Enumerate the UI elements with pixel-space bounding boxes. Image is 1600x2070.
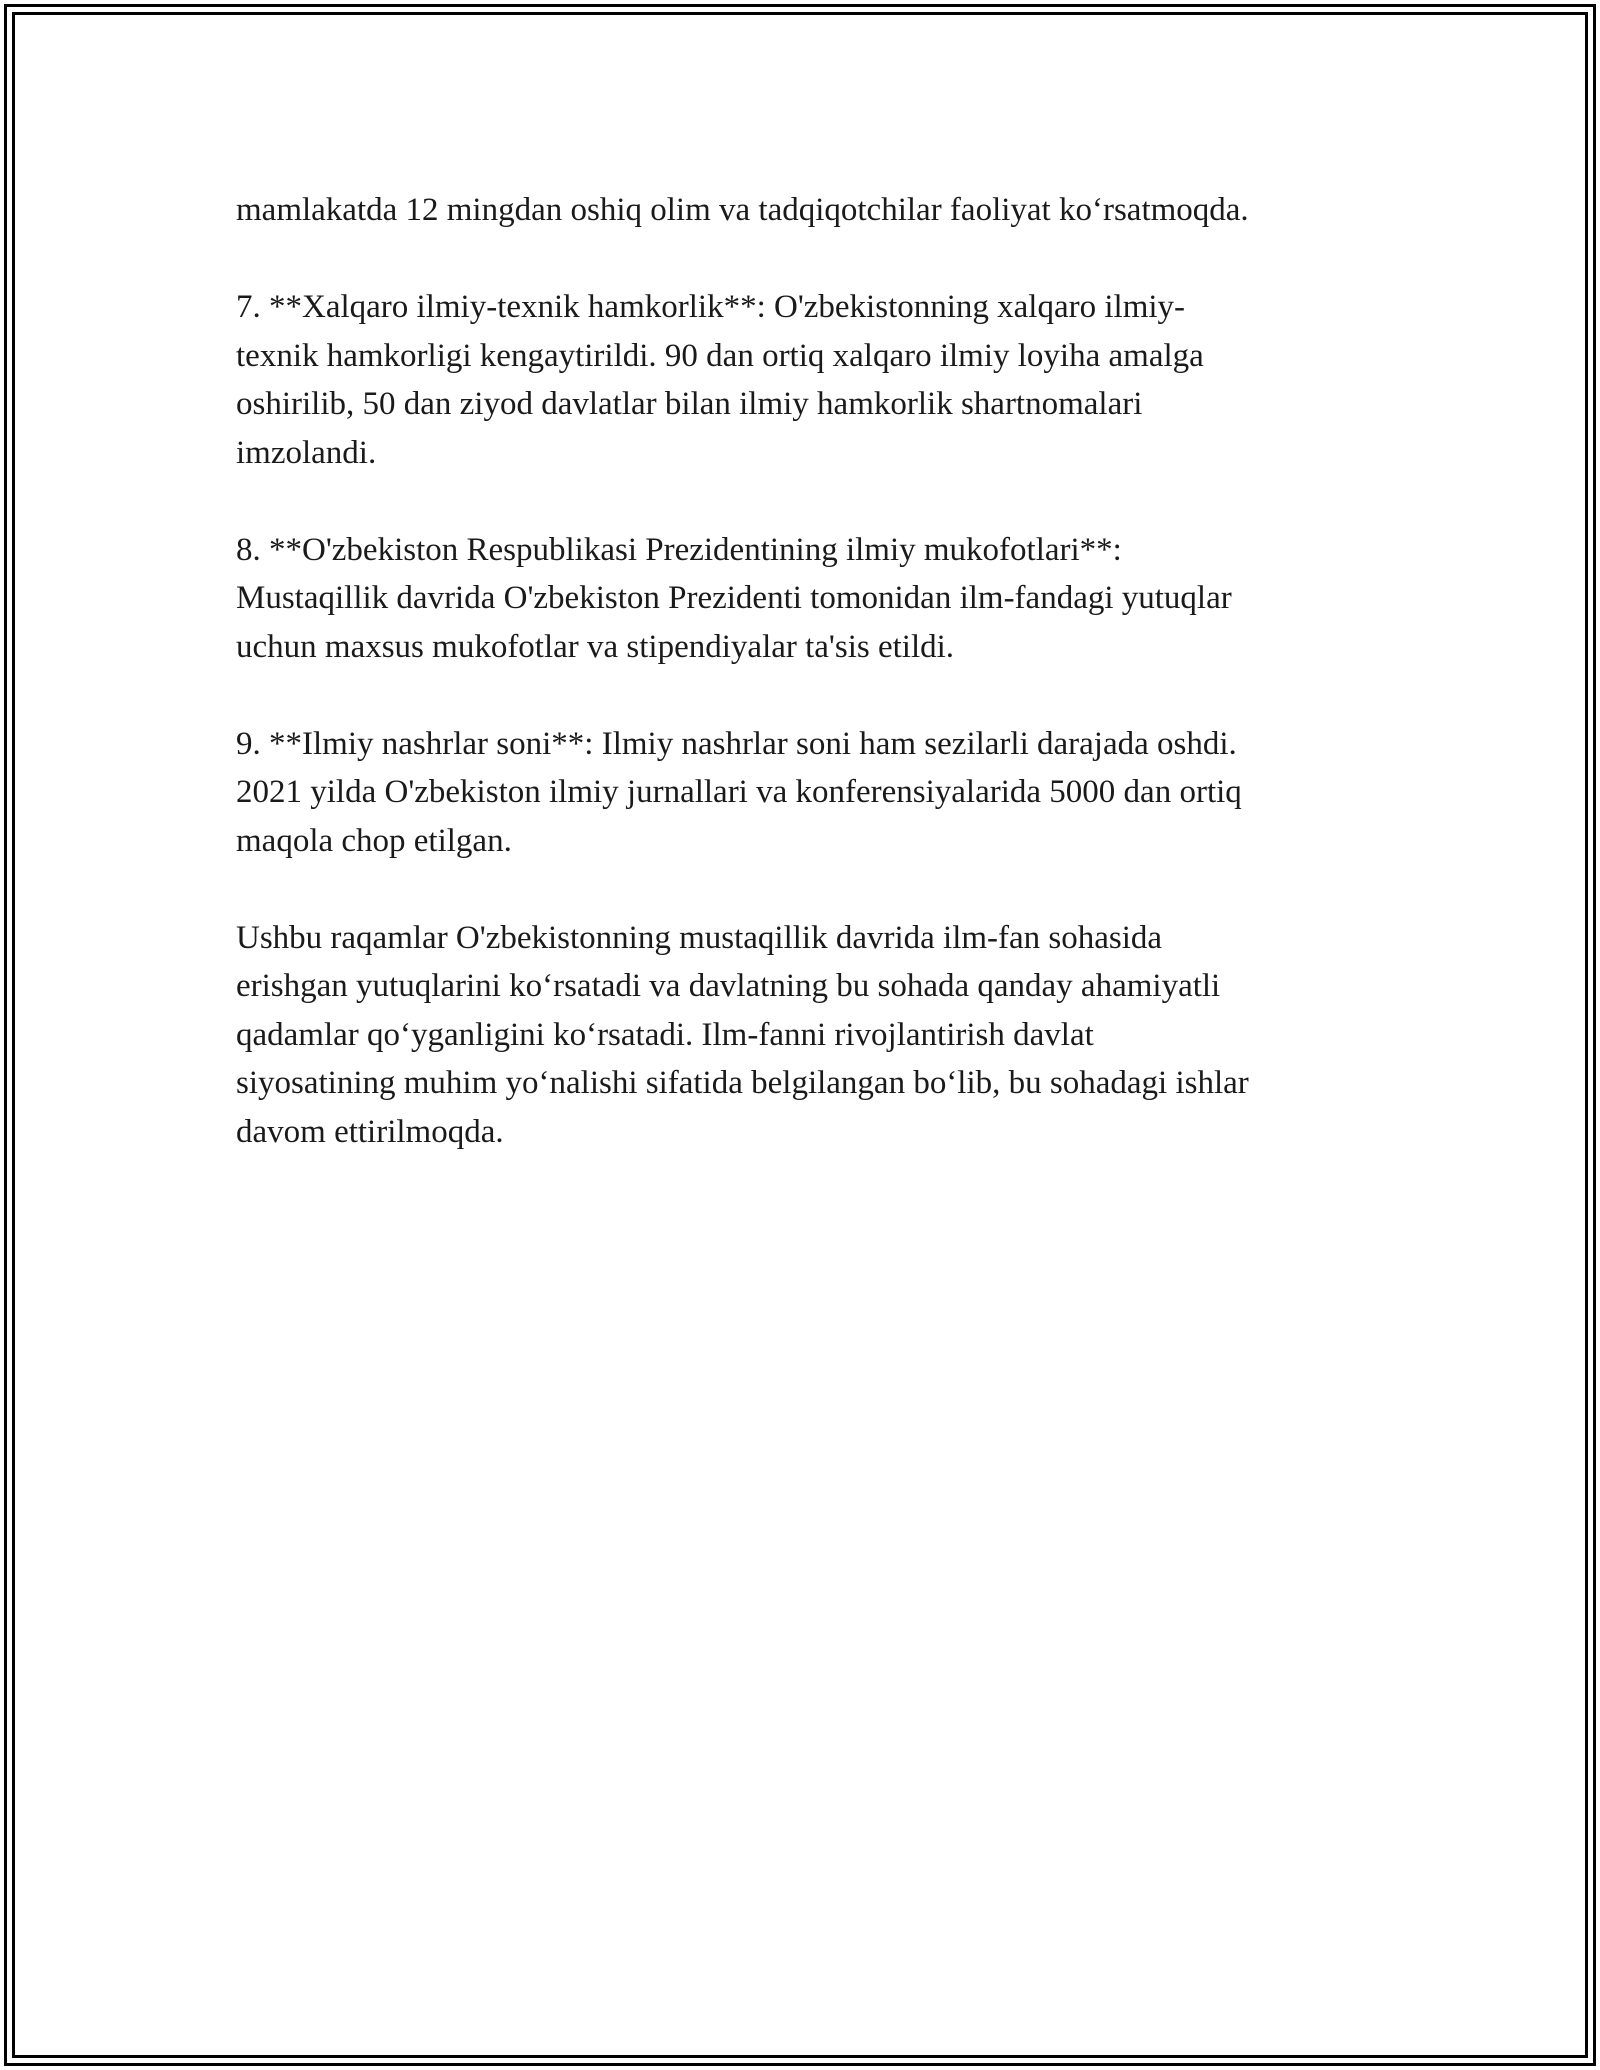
text-line: uchun maxsus mukofotlar va stipendiyalar ta'sis etildi. [236,628,955,665]
text-line: 8. **O'zbekiston Respublikasi Prezidentining ilmiy mukofotlari**: [236,531,1122,568]
paragraph-item-8 [236,526,1376,672]
text-line: davom ettirilmoqda. [236,1113,504,1150]
paragraph-conclusion [236,914,1376,1157]
text-line: 7. **Xalqaro ilmiy-texnik hamkorlik**: O'zbekistonning xalqaro ilmiy- [236,289,1186,325]
text-line: mamlakatda 12 mingdan oshiq olim va tadqiqotchilar faoliyat ko‘rsatmoqda. [236,192,1249,228]
document-body [236,186,1376,1205]
text-line: texnik hamkorligi kengaytirildi. 90 dan ortiq xalqaro ilmiy loyiha amalga [236,337,1204,374]
text-line: maqola chop etilgan. [236,822,512,859]
text-line: Mustaqillik davrida O'zbekiston Prezidenti tomonidan ilm-fandagi yutuqlar [236,580,1232,616]
paragraph-item-7 [236,283,1376,477]
text-line: siyosatining muhim yo‘nalishi sifatida belgilangan bo‘lib, bu sohadagi ishlar [236,1065,1249,1101]
text-line: erishgan yutuqlarini ko‘rsatadi va davlatning bu sohada qanday ahamiyatli [236,968,1221,1004]
paragraph-item-9 [236,720,1376,866]
text-line: 2021 yilda O'zbekiston ilmiy jurnallari va konferensiyalarida 5000 dan ortiq [236,774,1242,810]
text-line: 9. **Ilmiy nashrlar soni**: Ilmiy nashrlar soni ham sezilarli darajada oshdi. [236,725,1237,762]
text-line: imzolandi. [236,434,377,471]
paragraph-continuation [236,186,1376,235]
text-line: oshirilib, 50 dan ziyod davlatlar bilan ilmiy hamkorlik shartnomalari [236,386,1143,422]
text-line: Ushbu raqamlar O'zbekistonning mustaqillik davrida ilm-fan sohasida [236,919,1163,956]
text-line: qadamlar qo‘yganligini ko‘rsatadi. Ilm-fanni rivojlantirish davlat [236,1016,1094,1053]
